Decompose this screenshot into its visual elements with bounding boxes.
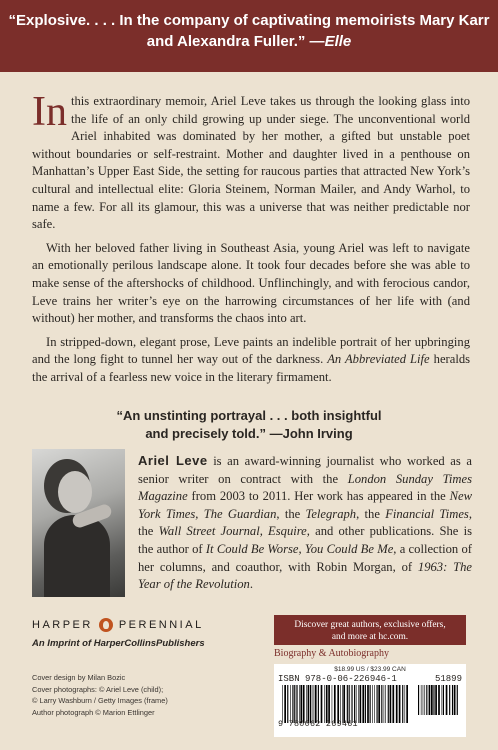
description — [32, 89, 471, 393]
paragraph-3-text-b: heralds the arrival of a fearless new voice in the literary firmament. — [32, 352, 471, 384]
author-bio — [138, 452, 472, 594]
barcode-box — [274, 664, 466, 737]
pull-quote — [0, 407, 498, 443]
banner-source: Elle — [324, 33, 352, 50]
publisher-logo — [32, 618, 252, 632]
bio-text: and other publications. She is the author of — [138, 524, 472, 556]
price-code: 51899 — [434, 674, 462, 684]
photo-figure-head — [58, 471, 92, 513]
barcode-bars — [282, 685, 410, 723]
quote-banner — [0, 0, 498, 72]
bio-text: from 2003 to 2011. Her work has appeared in the — [187, 489, 450, 504]
addon-barcode-bars — [418, 685, 458, 715]
bio-italic: London Sunday Times Magazine — [138, 471, 472, 504]
credit-photos-2: © Larry Washburn / Getty Images (frame) — [32, 696, 168, 705]
bio-text: , the — [356, 506, 386, 521]
bio-text: is an award-winning journalist who worked as a senior writer on contract with the — [138, 454, 472, 486]
author-photo — [32, 449, 125, 597]
isbn-row — [278, 674, 462, 684]
logo-word-left: HARPER — [32, 619, 93, 631]
isbn: ISBN 978-0-06-226946-1 — [278, 674, 397, 684]
book-title: An Abbreviated Life — [327, 352, 430, 367]
promo-line-1: Discover great authors, exclusive offers, — [294, 620, 446, 630]
bio-italic: Telegraph — [305, 506, 357, 521]
bio-text: . — [249, 577, 253, 592]
logo-word-right: PERENNIAL — [118, 619, 204, 631]
description-paragraph-3 — [32, 334, 470, 387]
author-name: Ariel Leve — [138, 453, 208, 468]
bio-text: , a collection of her columns, and coauthor, with Robin Morgan, of — [138, 541, 472, 574]
publisher-block — [32, 618, 252, 649]
bio-italic: Financial Times — [385, 506, 469, 521]
bio-italic: It Could Be Worse, You Could Be Me — [205, 541, 394, 556]
cover-credits — [32, 673, 252, 719]
promo-box — [274, 615, 466, 645]
imprint-line: An Imprint of HarperCollinsPublishers — [32, 638, 205, 649]
pull-quote-line-2: and precisely told.” —John Irving — [145, 426, 353, 441]
description-paragraph-1 — [32, 89, 470, 234]
bio-italic: 1963: The Year of the Revolution — [138, 559, 472, 592]
paragraph-3-text-a: In stripped-down, elegant prose, Leve paints an indelible portrait of her upbringing and the long fight to tunnel her way out of the darkness. — [32, 334, 470, 367]
drop-cap: In — [32, 89, 67, 135]
credit-photos-1: Cover photographs: © Ariel Leve (child); — [32, 684, 164, 694]
flame-icon — [99, 618, 113, 632]
bio-italic: Wall Street Journal, Esquire, — [158, 524, 310, 539]
paragraph-1-text: this extraordinary memoir, Ariel Leve takes us through the looking glass into the life of an only child growing up under siege. The unconventional world Ariel inhabited was dominated by her mother, a gifted but unstable poet without boundaries or self-restraint. Mother and daughter lived in a penthouse on Manhattan’s Upper East Side, the setting for raucous parties that attracted New York’s cultural and intellectual elite: Gloria Steinem, Norman Mailer, and Andy Warhol, to name a few. For all its glamour, this was a universe that was neither predictable nor safe. — [32, 94, 470, 232]
bio-text: , the — [138, 506, 472, 539]
category-label: Biography & Autobiography — [274, 648, 389, 659]
description-paragraph-2: With her beloved father living in Southeast Asia, young Ariel was left to navigate an emotionally perilous landscape alone. It took four decades before she was able to make sense of the aftershocks of childhood. Unflinchingly, and with ferocious candor, Leve trains her writer’s eye on the harrowing circumstances of her life with (and without) her mother, and transforms the chaos into art. — [32, 240, 470, 326]
barcode — [278, 685, 462, 727]
pull-quote-line-1: “An unstinting portrayal . . . both insightful — [116, 408, 382, 423]
credit-author-photo: Author photograph © Marion Ettlinger — [32, 707, 155, 717]
bio-italic: New York Times, The Guardian — [138, 489, 472, 521]
banner-quote: “Explosive. . . . In the company of captivating memoirists Mary Karr and Alexandra Fuller.” — — [8, 12, 490, 50]
price: $18.99 US / $23.99 CAN — [334, 666, 406, 673]
bio-text: , the — [276, 506, 306, 521]
ean-digits: 9 780062 269461 — [278, 719, 358, 729]
credit-design: Cover design by Milan Bozic — [32, 673, 126, 682]
promo-line-2: and more at hc.com. — [331, 632, 409, 642]
